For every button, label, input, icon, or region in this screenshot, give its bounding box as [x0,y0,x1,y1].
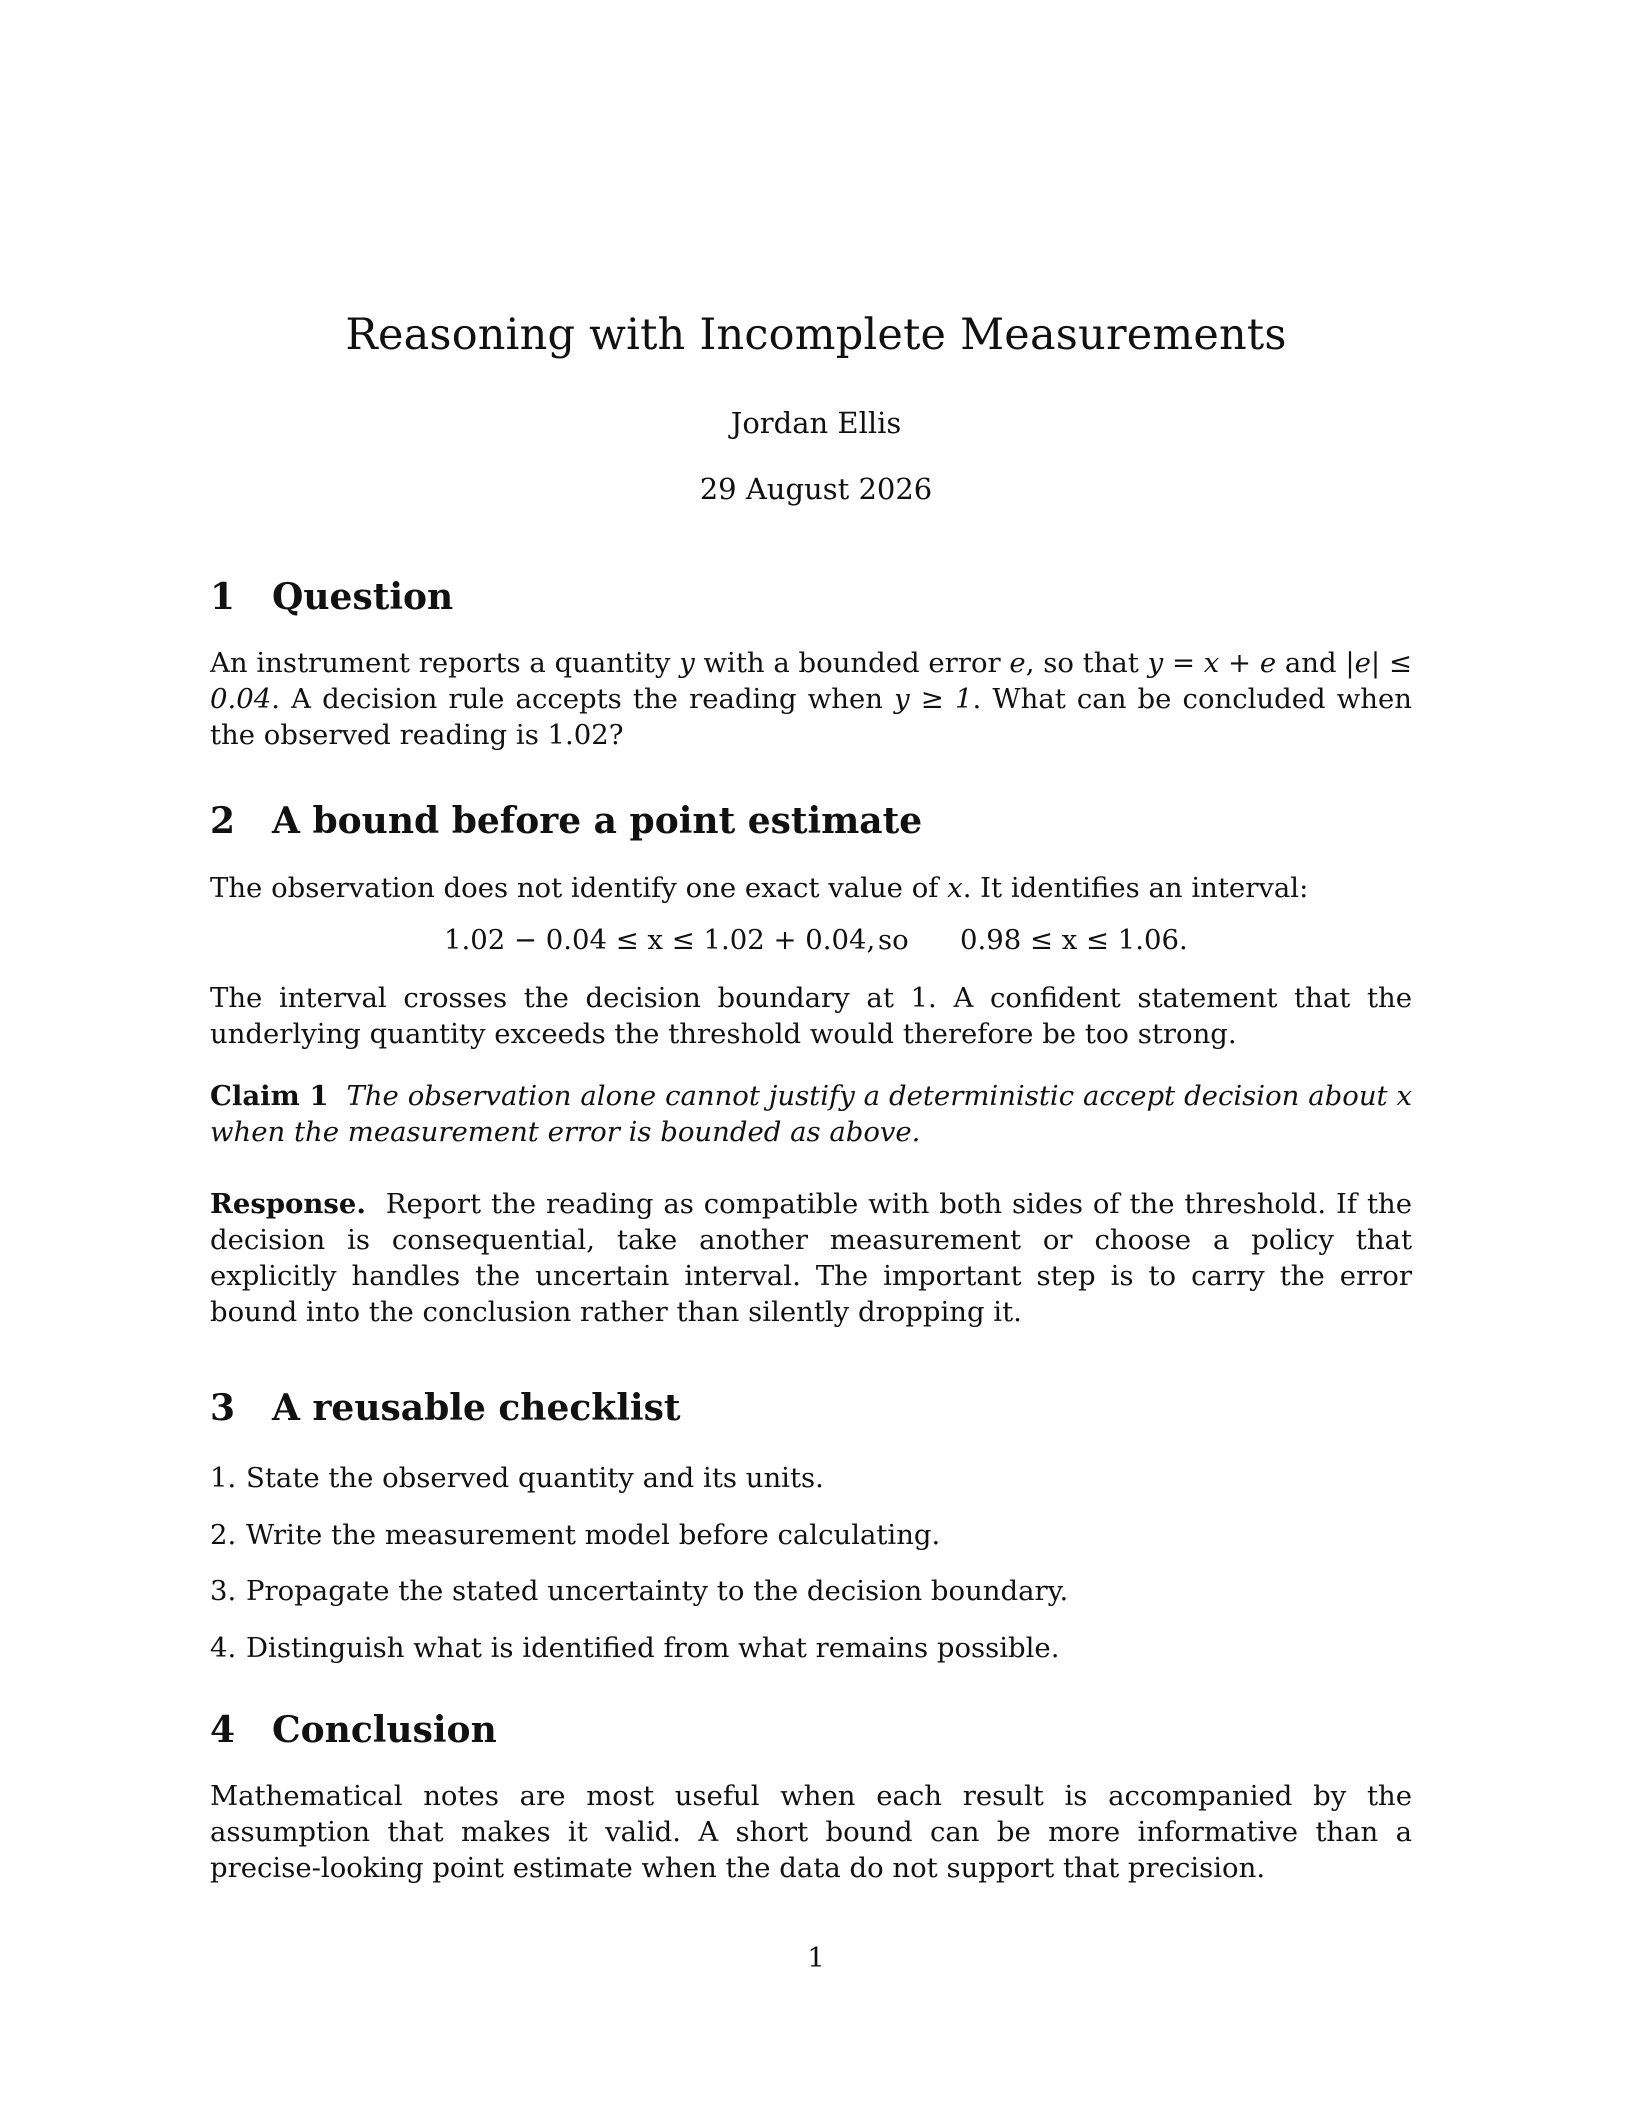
list-item [210,1462,824,1494]
math-inline: |e| ≤ 0.04 [210,647,1412,715]
list-item-text: State the observed quantity and its units. [246,1462,824,1494]
list-item [210,1575,1068,1607]
section-title: A bound before a point estimate [272,800,923,842]
question-text: . What can be concluded when the observed reading is 1.02? [210,683,1412,751]
list-item-number: 2. [210,1519,237,1551]
question-text: . A decision rule accepts the reading when [271,683,895,715]
math-inline: y [679,647,695,679]
section-number: 3 [210,1387,236,1429]
response-block [210,1186,1412,1330]
section-title: Question [272,576,454,618]
claim-block [210,1078,1412,1150]
paper-title: Reasoning with Incomplete Measurements [345,310,1287,360]
equation-connector: so [878,924,909,956]
conclusion-paragraph: Mathematical notes are most useful when each result is accompanied by the assumption that makes it valid. A short bound can be more informative than a precise-looking point estimate when the data do not support that precision. [210,1780,1412,1884]
question-text: and [1276,647,1346,679]
list-item-number: 4. [210,1632,237,1664]
math-inline: x [947,872,963,904]
claim-text: The observation alone cannot justify a deterministic accept decision about x when the measurement error is bounded as above. [210,1080,1413,1148]
list-item-number: 3. [210,1575,237,1607]
math-inline: y = x + e [1147,647,1277,679]
question-text: An instrument reports a quantity [210,647,680,679]
equation-right: 0.98 ≤ x ≤ 1.06. [960,924,1188,956]
author-name: Jordan Ellis [730,406,902,440]
response-text: Report the reading as compatible with both sides of the threshold. If the decision is consequential, take another measurement or choose a policy that explicitly handles the uncertain interval. The important step is to carry the error bound into the conclusion rather than silently dropping it. [210,1188,1412,1328]
list-item-text: Write the measurement model before calculating. [246,1519,941,1551]
section-number: 1 [210,576,236,618]
bound-intro-paragraph [210,870,1412,906]
section-number: 4 [210,1709,236,1751]
bound-after-paragraph: The interval crosses the decision boundary at 1. A confident statement that the underlying quantity exceeds the threshold would therefore be too strong. [210,982,1412,1050]
section-heading-checklist [210,1387,681,1429]
claim-label: Claim 1 [210,1080,329,1112]
section-title: A reusable checklist [272,1387,681,1429]
bound-text: . It identifies an interval: [962,872,1309,904]
math-inline: y ≥ 1 [894,683,973,715]
list-item-text: Propagate the stated uncertainty to the decision boundary. [246,1575,1069,1607]
question-text: , so that [1025,647,1148,679]
question-text: with a bounded error [694,647,1010,679]
equation-left: 1.02 − 0.04 ≤ x ≤ 1.02 + 0.04, [444,924,876,956]
section-heading-question [210,576,453,618]
section-title: Conclusion [272,1709,497,1751]
list-item-number: 1. [210,1462,237,1494]
page-number: 1 [807,1942,825,1974]
bound-text: The observation does not identify one exact value of [210,872,948,904]
section-heading-conclusion [210,1709,497,1751]
math-inline: e [1009,647,1026,679]
section-heading-bound [210,800,922,842]
list-item [210,1632,1059,1664]
section-number: 2 [210,800,236,842]
list-item-text: Distinguish what is identified from what remains possible. [246,1632,1060,1664]
list-item [210,1519,940,1551]
response-label: Response. [210,1188,366,1220]
question-paragraph [210,645,1412,753]
paper-date: 29 August 2026 [699,472,933,506]
